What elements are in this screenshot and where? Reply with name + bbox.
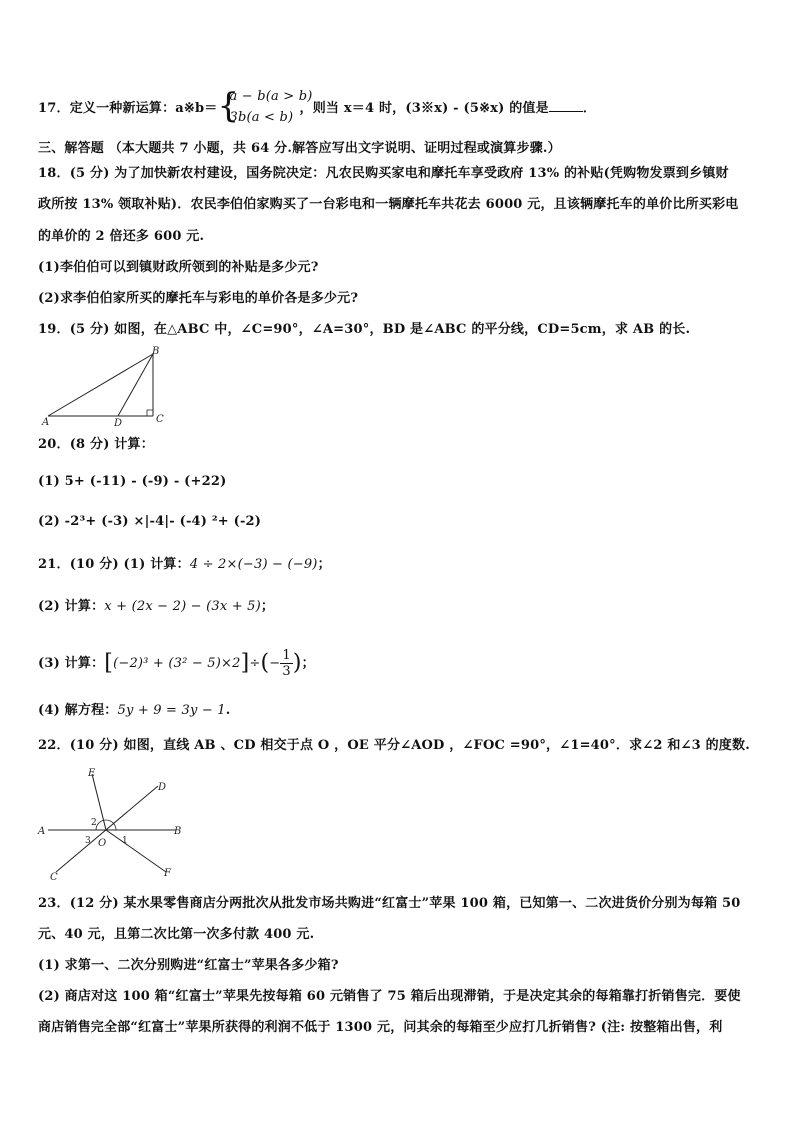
q23-sub2a: (2) 商店对这 100 箱“红富士”苹果先按每箱 60 元销售了 75 箱后出现滞销，于是决定其余的每箱靠打折销售完．要使	[38, 989, 741, 1004]
q20-part2: (2) -2³+ (-3) ×|-4|- (-4) ²+ (-2)	[38, 514, 262, 529]
q21-p3-left-bracket: [	[104, 650, 114, 676]
q22-label-e: E	[88, 768, 96, 779]
q19-triangle-figure	[38, 346, 168, 426]
q19-text: 19．(5 分) 如图，在△ABC 中，∠C=90°，∠A=30°，BD 是∠ABC 的平分线，CD=5cm，求 AB 的长.	[38, 322, 691, 337]
q21-p3-frac-num: 1	[282, 648, 291, 663]
q21-p1-label: 21．(10 分) (1) 计算：	[38, 557, 190, 572]
q17-case1: a − b(a > b)	[229, 89, 313, 104]
q21-p4-expr: 5y + 9 = 3y − 1	[117, 703, 226, 718]
q21-part2	[38, 598, 274, 616]
q22-label-b: B	[174, 826, 182, 837]
q18-line2: 政所按 13% 领取补贴)．农民李伯伯家购买了一台彩电和一辆摩托车共花去 6000 元，且该辆摩托车的单价比所买彩电	[38, 197, 739, 212]
q21-p3-end: ；	[301, 656, 315, 671]
section3-heading: 三、解答题 （本大题共 7 小题，共 64 分.解答应写出文字说明、证明过程或演算步骤.）	[38, 141, 561, 156]
q23-sub1: (1) 求第一、二次分别购进“红富士”苹果各多少箱?	[38, 958, 339, 973]
q22-label-2: 2	[91, 818, 97, 828]
q17-prefix: 17．定义一种新运算：a※b＝	[38, 101, 218, 116]
q22-label-o: O	[98, 838, 107, 849]
q21-p3-expr: (−2)³ + (3² − 5)×2	[113, 656, 241, 671]
q21-p3-frac-sign: −	[269, 656, 281, 671]
q21-p3-label: (3) 计算：	[38, 656, 105, 671]
q18-line1: 18．(5 分) 为了加快新农村建设，国务院决定：凡农民购买家电和摩托车享受政府 13% 的补贴(凭购物发票到乡镇财	[38, 166, 729, 181]
q22-label-f: F	[164, 868, 171, 879]
q21-p3-div: ÷	[249, 656, 261, 671]
q20-part1: (1) 5+ (-11) - (-9) - (+22)	[38, 474, 227, 489]
q21-p2-end: ；	[260, 599, 275, 614]
q21-p3-frac-den: 3	[282, 664, 291, 679]
q21-p2-expr: x + (2x − 2) − (3x + 5)	[104, 599, 261, 614]
q22-ray-of	[106, 830, 166, 872]
q21-p4-end: .	[225, 703, 231, 718]
q22-label-c: C	[50, 872, 58, 883]
q21-p3-fraction	[280, 648, 292, 679]
q22-line-cd	[56, 786, 158, 872]
q21-p4-label: (4) 解方程：	[38, 703, 118, 718]
q21-p1-end: ；	[317, 557, 331, 572]
q21-part1	[38, 556, 331, 574]
q20-title: 20．(8 分) 计算：	[38, 437, 154, 452]
q21-p3-left-paren: (	[260, 650, 270, 676]
q17-brace: {	[217, 86, 240, 126]
q17-piecewise	[217, 86, 313, 126]
q22-lines-figure	[34, 764, 194, 884]
q19-label-d: D	[114, 418, 123, 426]
q23-line1: 23．(12 分) 某水果零售商店分两批次从批发市场共购进“红富士”苹果 100 箱，已知第一、二次进货价分别为每箱 50	[38, 896, 741, 911]
q17-case2: 3b(a < b)	[229, 110, 294, 125]
q23-sub2b: 商店销售完全部“红富士”苹果所获得的利润不低于 1300 元，问其余的每箱至少应打几折销售? (注: 按整箱出售，利	[38, 1020, 723, 1035]
q18-sub1: (1)李伯伯可以到镇财政所领到的补贴是多少元?	[38, 260, 319, 275]
q18-sub2: (2)求李伯伯家所买的摩托车与彩电的单价各是多少元?	[38, 291, 359, 306]
q19-label-c: C	[156, 414, 164, 425]
q19-label-a: A	[42, 417, 50, 426]
q22-label-a: A	[38, 826, 46, 837]
q21-part4	[38, 702, 230, 720]
q17-end: ．	[582, 101, 597, 116]
q21-p2-label: (2) 计算：	[38, 599, 105, 614]
q22-label-1: 1	[122, 836, 128, 846]
q22-text: 22．(10 分) 如图，直线 AB 、CD 相交于点 O ，OE 平分∠AOD ，∠FOC =90°，∠1=40°．求∠2 和∠3 的度数.	[38, 738, 750, 753]
q18-line3: 的单价的 2 倍还多 600 元.	[38, 229, 205, 244]
q17-answer-blank	[549, 99, 583, 112]
q22-label-d: D	[158, 782, 167, 793]
q22-label-3: 3	[85, 836, 91, 846]
q17-line	[38, 86, 597, 126]
q21-part3	[38, 648, 315, 679]
q19-right-angle-mark	[147, 410, 153, 416]
q19-side-ab	[48, 354, 153, 416]
q17-suffix: ，则当 x＝4 时，(3※x) - (5※x) 的值是	[299, 101, 549, 116]
q21-p1-expr: 4 ÷ 2×(−3) − (−9)	[189, 557, 318, 572]
q19-bisector-bd	[118, 354, 153, 416]
q23-line2: 元、40 元，且第二次比第一次多付款 400 元.	[38, 927, 315, 942]
q21-p3-right-bracket: ]	[240, 650, 250, 676]
q19-label-b: B	[152, 346, 160, 357]
q21-p3-right-paren: )	[292, 650, 302, 676]
